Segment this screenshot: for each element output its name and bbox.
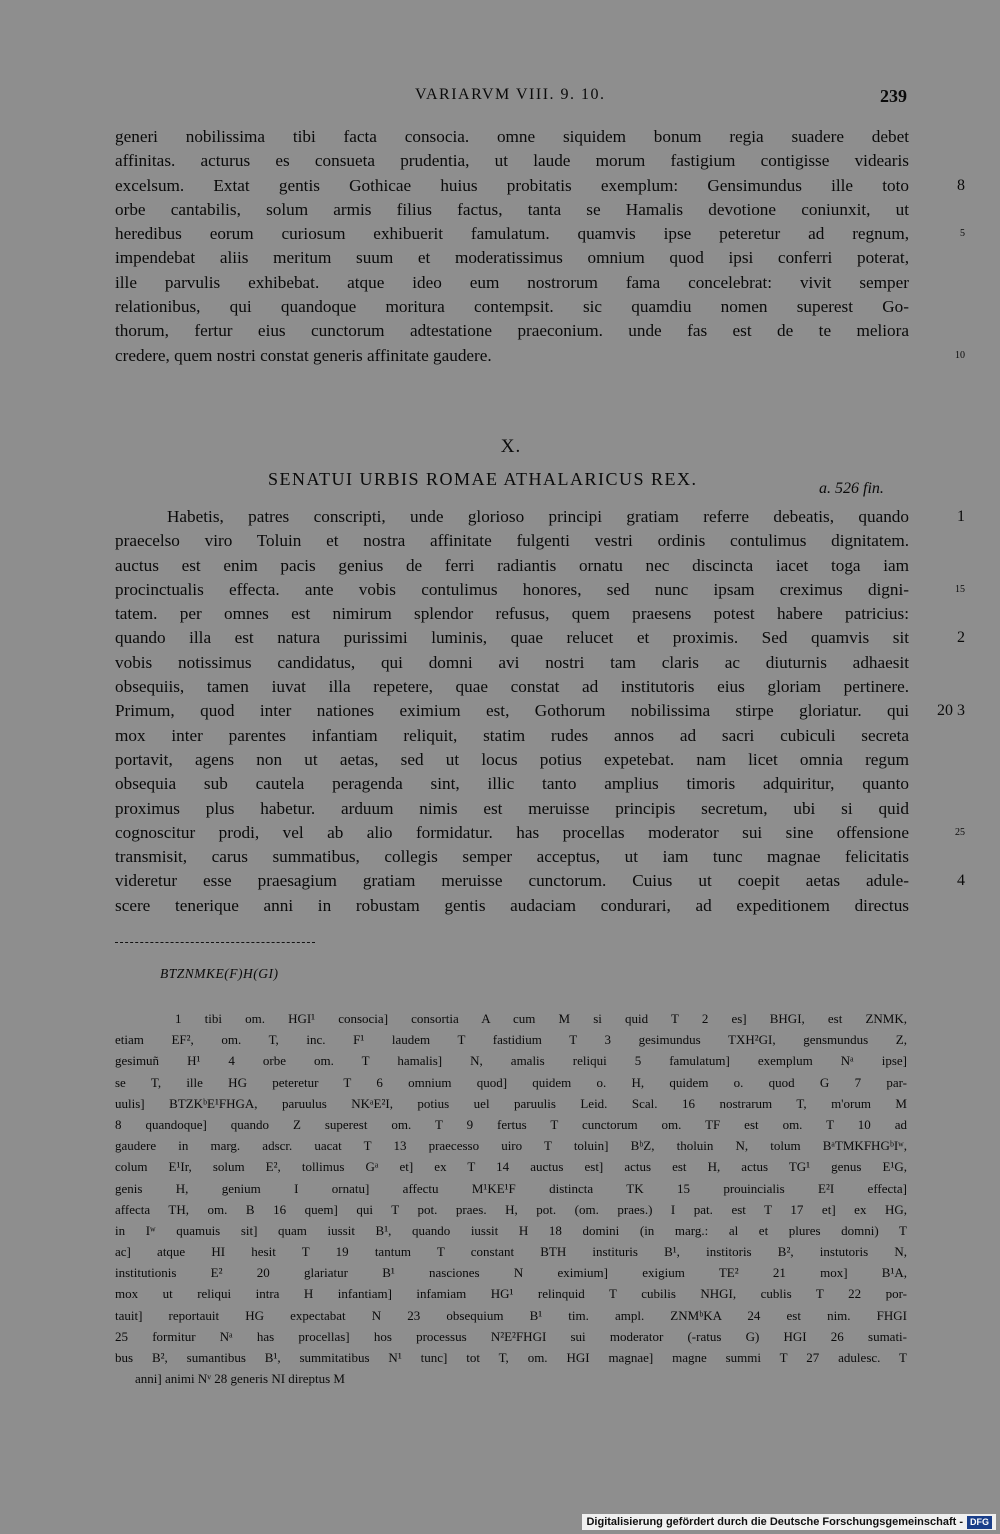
running-title: VARIARVM VIII. 9. 10. [415, 86, 606, 103]
text-line: auctus est enim pacis genius de ferri radiantis ornatu nec discincta iacet toga iam [115, 555, 909, 575]
apparatus-line: gesimuñ H¹ 4 orbe om. T hamalis] N, amalis reliqui 5 famulatum] exemplum Nᵃ ipse] [115, 1053, 907, 1069]
section-date: a. 526 fin. [819, 480, 884, 497]
apparatus-line: 8 quandoque] quando Z superest om. T 9 fertus T cunctorum om. TF est om. T 10 ad [115, 1116, 907, 1132]
apparatus-line: in Iʷ quamuis sit] quam iussit B¹, quando iussit H 18 domini (in marg.: al et plures domni) T [115, 1222, 907, 1238]
apparatus-line: affecta TH, om. B 16 quem] qui T pot. praes. H, pot. (om. praes.) I pat. est T 17 et] ex HG, [115, 1201, 907, 1217]
apparatus-line: etiam EF², om. T, inc. F¹ laudem T fastidium T 3 gesimundus TXH²GI, gensmundus Z, [115, 1032, 907, 1048]
manuscript-sigla: BTZNMKE(F)H(GI) [160, 966, 279, 981]
apparatus-line: ac] atque HI hesit T 19 tantum T constant BTH instituris B¹, institoris B², instutoris N, [115, 1244, 907, 1260]
text-line: ille parvulis exhibebat. atque ideo eum nostrorum fama concelebrat: vivit semper [115, 272, 909, 292]
apparatus-line: gaudere in marg. adscr. uacat T 13 praecesso uiro T toluin] BᵇZ, tholuin N, tolum BᵃTMKFHGᵇIʷ, [115, 1138, 907, 1154]
section-number: X. [500, 436, 522, 457]
text-line: vobis notissimus candidatus, qui domni avi nostri tam claris ac diuturnis adhaesit [115, 652, 909, 672]
text-line: Habetis, patres conscripti, unde glorioso principi gratiam referre debeatis, quando 1 [167, 507, 965, 526]
apparatus-line: institutionis E² 20 glariatur B¹ nasciones N eximium] exigium TE² 21 mox] B¹A, [115, 1265, 907, 1281]
footer-text: Digitalisierung gefördert durch die Deutsche Forschungsgemeinschaft - [586, 1516, 963, 1528]
apparatus-line: genis H, genium I ornatu] affectu M¹KE¹F distincta TK 15 prouincialis E²I effecta] [115, 1180, 907, 1196]
page-number: 239 [880, 86, 907, 106]
text-line: proximus plus habetur. arduum nimis est meruisse principis secretum, ubi si quid [115, 798, 909, 818]
dfg-logo: DFG [967, 1516, 992, 1529]
text-line: credere, quem nostri constat generis affinitate gaudere. 10 [115, 345, 965, 365]
text-line: affinitas. acturus es consueta prudentia, ut laude morum fastigium contigisse videaris [115, 151, 909, 171]
text-line: portavit, agens non ut aetas, sed ut locus potius expetebat. nam licet omnia regum [115, 749, 909, 769]
footnote-rule [115, 942, 315, 943]
text-line: orbe cantabilis, solum armis filius factus, tanta se Hamalis devotione coniunxit, ut [115, 199, 909, 219]
text-line: obsequia sub cautela peragenda sint, illic tanto amplius timoris adquiritur, quanto [115, 774, 909, 794]
apparatus-line: bus B², sumantibus B¹, summitatibus N¹ tunc] tot T, om. HGI magnae] magne summi T 27 adulesc. T [115, 1350, 907, 1365]
apparatus-line: colum E¹Ir, solum E², tollimus Gᵃ et] ex T 14 auctus est] actus est H, actus TG¹ genus E¹G, [115, 1159, 907, 1175]
section-title: SENATUI URBIS ROMAE ATHALARICUS REX. [268, 469, 698, 489]
apparatus-line: tauit] reportauit HG expectabat N 23 obsequium B¹ tim. ampl. ZNMᵇKA 24 est nim. FHGI [115, 1307, 907, 1323]
text-line: praecelso viro Toluin et nostra affinitate fulgenti vestri ordinis contulimus dignitatem. [115, 531, 909, 551]
apparatus-line: 1 tibi om. HGI¹ consocia] consortia A cum M si quid T 2 es] BHGI, est ZNMK, [175, 1011, 907, 1026]
text-line: quando illa est natura purissimi luminis, quae relucet et proximis. Sed quamvis sit 2 [115, 628, 965, 648]
text-line: obsequiis, tamen iuvat illa repetere, quae constat ad institutoris eius gloriam pertinere. [115, 677, 909, 697]
text-line: Primum, quod inter nationes eximium est, Gothorum nobilissima stirpe gloriatur. qui 20 3 [115, 701, 965, 721]
text-line: cognoscitur prodi, vel ab alio formidatur. has procellas moderator sui sine offensione 25 [115, 822, 965, 842]
apparatus-line: mox ut reliqui intra H infantiam] infamiam HG¹ relinquid T cubilis NHGI, cublis T 22 por- [115, 1286, 907, 1302]
apparatus-line: 25 formitur Nᵃ has procellas] hos processus N²E²FHGI sui moderator (-ratus G) HGI 26 sumati- [115, 1328, 907, 1344]
text-line: mox inter parentes infantiam reliquit, statim rudes annos ad sacri cubiculi secreta [115, 725, 909, 745]
text-line: heredibus eorum curiosum exhibuerit famulatum. quamvis ipse peteretur ad regnum, 5 [115, 224, 965, 244]
text-block-top [115, 125, 965, 368]
text-line: tatem. per omnes est nimirum splendor refusus, quem praesens potest habere patricius: [115, 604, 909, 624]
text-line: scere tenerique anni in robustam gentis audaciam condurari, ad expeditionem directus [115, 895, 909, 915]
text-line: generi nobilissima tibi facta consocia. omne siquidem bonum regia suadere debet [115, 127, 909, 146]
apparatus-line: uulis] BTZKᵇE¹FHGA, paruulus NKᵃE²I, potius uel paruulis Leid. Scal. 16 nostrarum T, m'orum M [115, 1095, 907, 1111]
critical-apparatus [115, 1008, 907, 1389]
text-line: impendebat aliis meritum suum et moderatissimus omnium quod ipsi conferri poterat, [115, 248, 909, 268]
apparatus-line: se T, ille HG peteretur T 6 omnium quod] quidem o. H, quidem o. quod G 7 par- [115, 1074, 907, 1090]
text-line: thorum, fertur eius cunctorum adtestatione praeconium. unde fas est de te meliora [115, 321, 909, 341]
page-header [115, 86, 907, 110]
text-block-main [115, 505, 965, 918]
text-line: transmisit, carus summatibus, collegis semper acceptus, ut iam tunc magnae felicitatis [115, 847, 909, 867]
text-line: relationibus, qui quandoque moritura contempsit. sic quamdiu nomen superest Go- [115, 297, 909, 317]
text-line: videretur esse praesagium gratiam meruisse cunctorum. Cuius ut coepit aetas adule- 4 [115, 871, 965, 891]
text-line: excelsum. Extat gentis Gothicae huius probitatis exemplum: Gensimundus ille toto 8 [115, 175, 965, 195]
dfg-footer [582, 1514, 996, 1530]
apparatus-line: anni] animi Nᵛ 28 generis NI direptus M [135, 1371, 345, 1387]
text-line: procinctualis effecta. ante vobis contulimus honores, sed nunc ipsam creximus digni- 15 [115, 579, 965, 599]
